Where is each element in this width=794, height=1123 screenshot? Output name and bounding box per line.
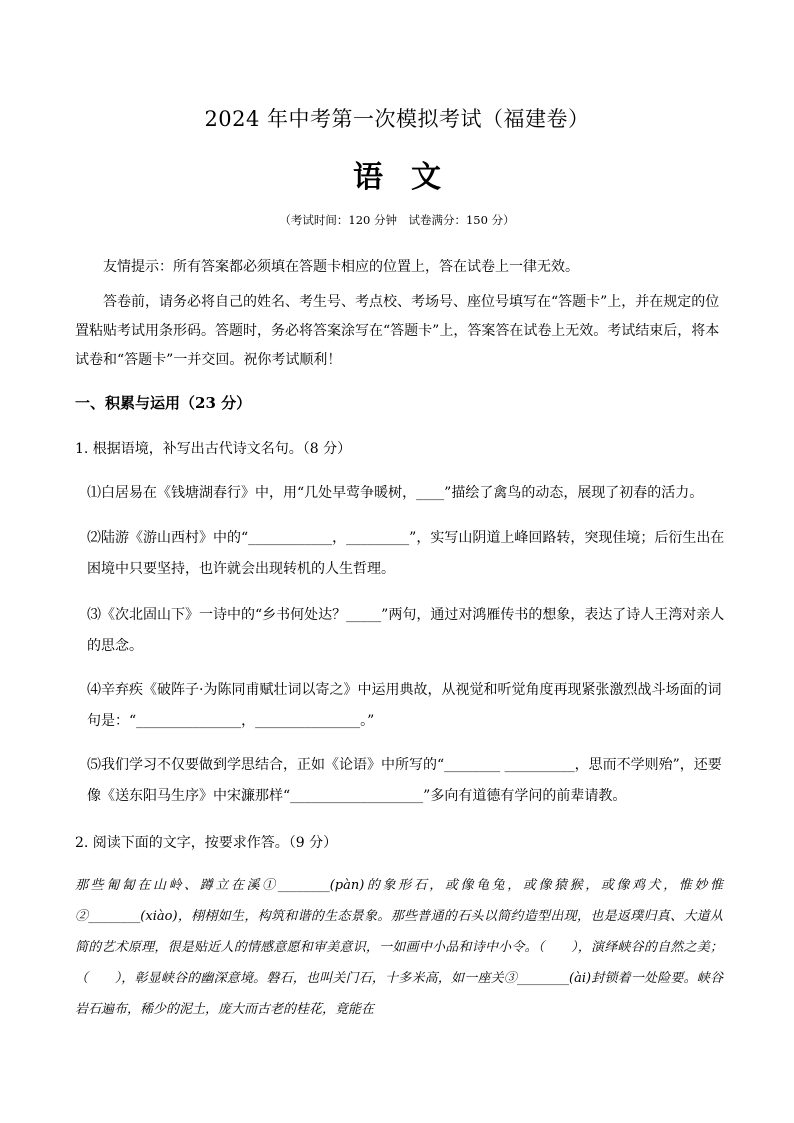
question-2-stem: 2. 阅读下面的文字，按要求作答。（9 分） — [75, 835, 338, 851]
exam-time-info: （考试时间：120 分钟 试卷满分：150 分） — [279, 213, 515, 227]
question-1-item-3: ⑶《次北固山下》一诗中的“乡书何处达？_____”两句，通过对鸿雁传书的想象，表达了诗人王湾对亲人的思念。 — [87, 607, 725, 654]
exam-title: 2024 年中考第一次模拟考试（福建卷） — [204, 107, 590, 131]
question-1-stem: 1. 根据语境，补写出古代诗文名句。（8 分） — [75, 441, 352, 457]
question-1-item-4: ⑷辛弃疾《破阵子·为陈同甫赋壮词以寄之》中运用典故，从视觉和听觉角度再现紧张激烈战斗场面的词句是：“_______________，_______________。” — [87, 682, 722, 729]
question-1-item-1: ⑴白居易在《钱塘湖春行》中，用“几处早莺争暖树，____”描绘了禽鸟的动态，展现了初春的活力。 — [87, 485, 704, 501]
exam-instructions: 答卷前，请务必将自己的姓名、考生号、考点校、考场号、座位号填写在“答题卡”上，并在规定的位置粘贴考试用条形码。答题时，务必将答案涂写在“答题卡”上，答案答在试卷上无效。考试结束后，将本试卷和“答题卡”一并交回。祝你考试顺利！ — [75, 294, 720, 368]
reading-passage: 那些匍匐在山岭、蹲立在溪①________(pàn)的象形石，或像龟兔，或像猿猴，或像鸡犬，惟妙惟②________(xiào)，栩栩如生，构筑和谐的生态景象。那些普通的石头以简约造型出现，也是返璞归真、大道从简的艺术原理，很是贴近人的情感意愿和审美意识，一如画中小品和诗中小令。（ ），演绎峡谷的自然之美；（ ），彰显峡谷的幽深意境。磐石，也叫关门石，十多米高，如一座关③________(ài)封锁着一处险要。峡谷岩石遍布，稀少的泥土，庞大而古老的桂花，竟能在 — [75, 878, 723, 1017]
question-1-item-5: ⑸我们学习不仅要做到学思结合，正如《论语》中所写的“________ __________，思而不学则殆”，还要像《送东阳马生序》中宋濂那样“___________________”多向有道德有学问的前辈请教。 — [87, 757, 722, 804]
question-1-item-2: ⑵陆游《游山西村》中的“____________，_________”，实写山阴道上峰回路转，突现佳境；后衍生出在困境中只要坚持，也许就会出现转机的人生哲理。 — [87, 530, 725, 577]
subject-title: 语文 — [353, 160, 469, 195]
section-heading: 一、积累与运用（23 分） — [75, 394, 252, 412]
friendly-tip: 友情提示：所有答案都必须填在答题卡相应的位置上，答在试卷上一律无效。 — [103, 259, 579, 275]
